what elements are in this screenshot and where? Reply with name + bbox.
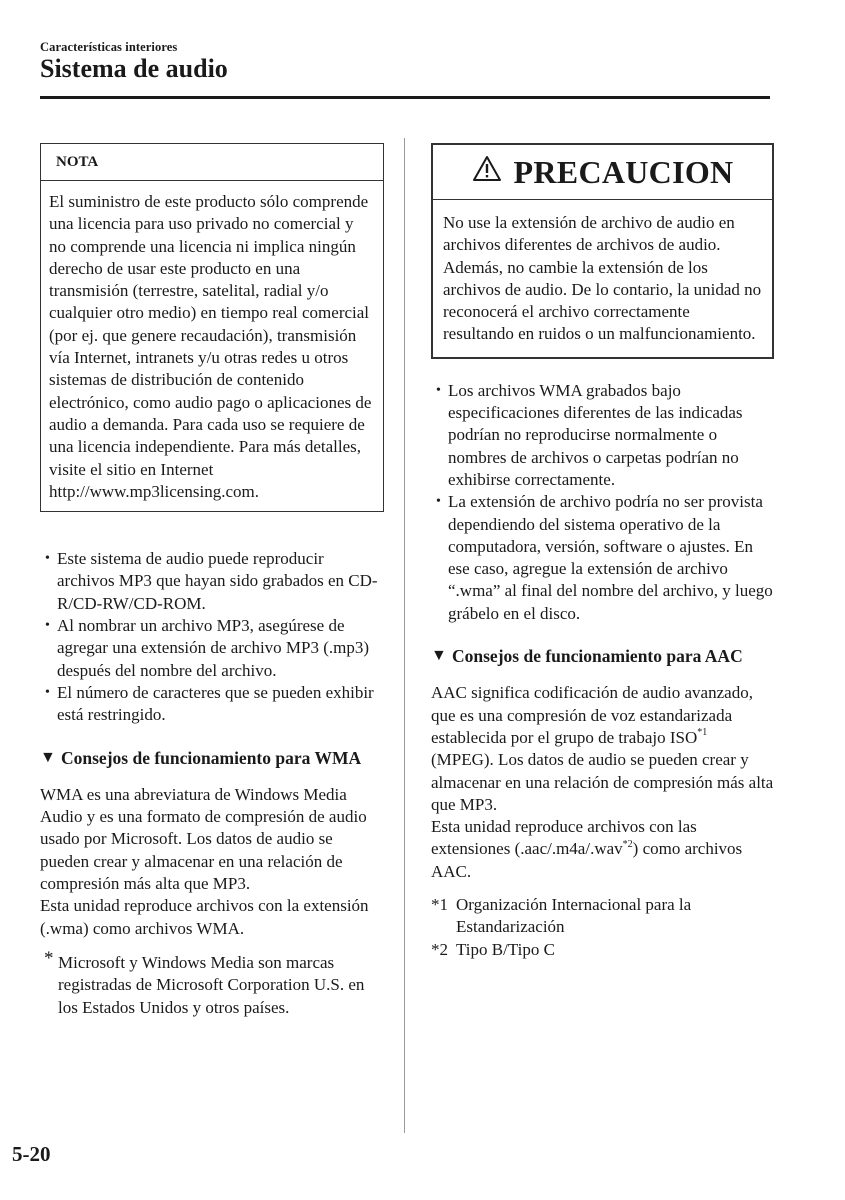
note-body: El suministro de este producto sólo comprende una licencia para uso privado no comercial y no comprende una licencia ni implica ningún derecho de usar este producto en una transmisión (terrestre, satelital, radial y/o cualquier otro medio) en tiempo real comercial (por ej. que genere recaudación), transmisión vía Internet, intranets y/u otras redes u otros sistemas de distribución de contenido electrónico, como audio pago o aplicaciones de audio a demanda. Para cada uso se requiere de una licencia independiente. Para más detalles, visite el sitio en Internet http://www.mp3licensing.com. (49, 192, 372, 501)
aac-text: AAC significa codificación de audio avanzado, que es una compresión de voz estandarizada establecida por el grupo de trabajo ISO (431, 683, 753, 747)
aac-subheading (431, 645, 774, 667)
page-number: 5-20 (12, 1142, 51, 1166)
aac-paragraph (431, 816, 774, 883)
aac-note (431, 894, 774, 939)
right-bullet-list (431, 380, 774, 625)
aac-notes (431, 894, 774, 961)
right-column (431, 143, 774, 961)
wma-paragraph: WMA es una abreviatura de Windows Media Audio y es una formato de compresión de audio usado por Microsoft. Los datos de audio se pueden crear y almacenar en una relación de compresión más alta que MP3. (40, 784, 367, 894)
list-item: • La extensión de archivo podría no ser provista dependiendo del sistema operativo de la computadora, versión, software o ajustes. En ese caso, agregue la extensión de archivo “.wma” al final del nombre del archivo, y luego grábelo en el disco. (431, 491, 774, 625)
triangle-down-icon: ▼ (431, 647, 447, 665)
asterisk-mark: * (44, 947, 54, 969)
note-text: Tipo B/Tipo C (456, 939, 555, 959)
caution-header (433, 145, 772, 200)
aac-text: (MPEG). Los datos de audio se pueden crear y almacenar en una relación de compresión más alta que MP3. (431, 750, 774, 814)
caution-title: PRECAUCION (513, 153, 734, 190)
warning-triangle-icon (472, 155, 502, 188)
list-item: • Los archivos WMA grabados bajo especificaciones diferentes de las indicadas podrían no reproducirse normalmente o nombres de archivos o carpetas podrían no exhibirse correctamente. (431, 380, 774, 491)
left-column (40, 143, 384, 1019)
wma-paragraph: Esta unidad reproduce archivos con la extensión (.wma) como archivos WMA. (40, 896, 369, 938)
aac-text: Esta unidad reproduce archivos con las extensiones (.aac/.m4a/.wav (431, 817, 697, 859)
footnote-ref: *2 (622, 838, 633, 850)
wma-footnote (40, 947, 384, 1019)
wma-footnote-text: Microsoft y Windows Media son marcas registradas de Microsoft Corporation U.S. en los Estados Unidos y otros países. (58, 952, 365, 1017)
aac-text: ) como archivos AAC. (431, 839, 743, 881)
page-title: Sistema de audio (40, 54, 228, 83)
header-rule (40, 96, 770, 99)
note-box (40, 143, 384, 512)
aac-note (431, 939, 774, 961)
caution-body: No use la extensión de archivo de audio en archivos diferentes de archivos de audio. Además, no cambie la extensión de los archivos de audio. De lo contario, la unidad no reconocerá el archivo correctamente resultando en ruidos o un malfuncionamiento. (443, 213, 762, 344)
footnote-ref: *1 (697, 727, 708, 739)
left-bullet-list (40, 548, 384, 726)
note-heading: NOTA (41, 144, 383, 181)
triangle-down-icon: ▼ (40, 748, 56, 766)
list-item: • Al nombrar un archivo MP3, asegúrese de agregar una extensión de archivo MP3 (.mp3) después del nombre del archivo. (40, 615, 384, 682)
aac-paragraph (431, 682, 774, 816)
note-number: *1 (431, 895, 448, 915)
wma-subheading-text: Consejos de funcionamiento para WMA (61, 747, 362, 768)
list-item: • El número de caracteres que se pueden exhibir está restringido. (40, 682, 384, 727)
wma-subheading (40, 747, 384, 769)
note-number: *2 (431, 939, 448, 959)
caution-box (431, 143, 774, 359)
note-text: Organización Internacional para la Estandarización (456, 895, 692, 937)
column-divider (404, 138, 405, 1133)
aac-subheading-text: Consejos de funcionamiento para AAC (452, 646, 743, 667)
section-label: Características interiores (40, 40, 178, 54)
list-item: • Este sistema de audio puede reproducir archivos MP3 que hayan sido grabados en CD-R/CD-RW/CD-ROM. (40, 548, 384, 615)
